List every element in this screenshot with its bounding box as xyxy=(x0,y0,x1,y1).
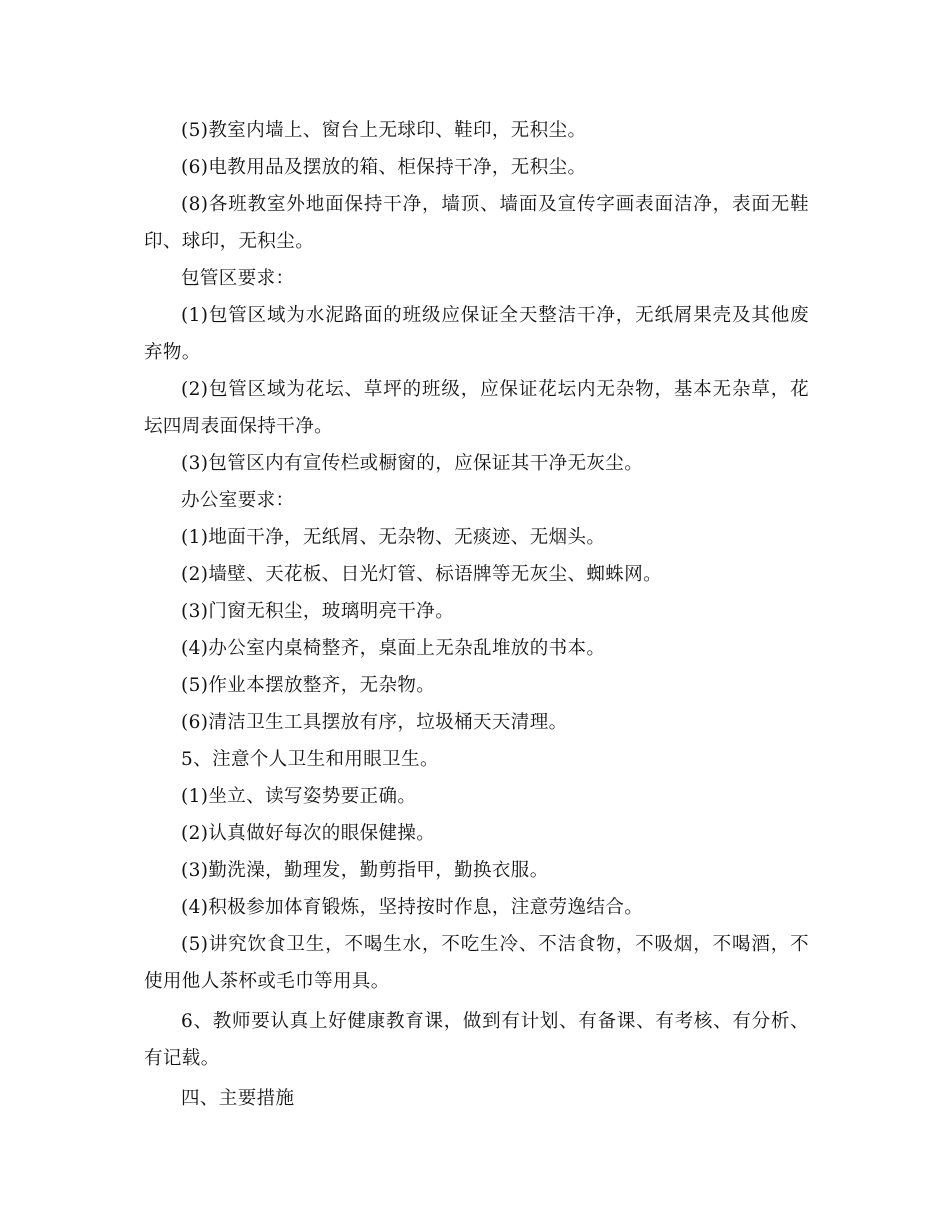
paragraph: (1)地面干净，无纸屑、无杂物、无痰迹、无烟头。 xyxy=(181,527,606,548)
paragraph: (6)电教用品及摆放的箱、柜保持干净，无积尘。 xyxy=(181,157,587,178)
section-heading: 5、注意个人卫生和用眼卫生。 xyxy=(181,749,439,770)
paragraph: (3)包管区内有宣传栏或橱窗的，应保证其干净无灰尘。 xyxy=(181,453,644,474)
paragraph: (2)墙壁、天花板、日光灯管、标语牌等无灰尘、蜘蛛网。 xyxy=(181,564,663,585)
section-heading: 包管区要求： xyxy=(181,268,295,289)
paragraph: (6)清洁卫生工具摆放有序，垃圾桶天天清理。 xyxy=(181,712,568,733)
paragraph: (2)认真做好每次的眼保健操。 xyxy=(181,823,436,844)
paragraph: (5)教室内墙上、窗台上无球印、鞋印，无积尘。 xyxy=(181,120,587,141)
paragraph: (5)作业本摆放整齐，无杂物。 xyxy=(181,675,436,696)
paragraph: (1)坐立、读写姿势要正确。 xyxy=(181,786,417,807)
paragraph: (3)勤洗澡，勤理发，勤剪指甲，勤换衣服。 xyxy=(181,860,549,881)
section-heading: 四、主要措施 xyxy=(181,1088,295,1109)
document-body xyxy=(144,112,809,1117)
paragraph: (3)门窗无积尘，玻璃明亮干净。 xyxy=(181,601,455,622)
paragraph: (4)办公室内桌椅整齐，桌面上无杂乱堆放的书本。 xyxy=(181,638,606,659)
paragraph: (1)包管区域为水泥路面的班级应保证全天整洁干净，无纸屑果壳及其他废弃物。 xyxy=(144,305,809,363)
paragraph: (8)各班教室外地面保持干净，墙顶、墙面及宣传字画表面洁净，表面无鞋印、球印，无积尘。 xyxy=(144,194,809,252)
paragraph: (5)讲究饮食卫生，不喝生水，不吃生冷、不洁食物，不吸烟，不喝酒，不使用他人茶杯或毛巾等用具。 xyxy=(144,934,809,992)
paragraph: 6、教师要认真上好健康教育课，做到有计划、有备课、有考核、有分析、有记载。 xyxy=(144,1011,809,1069)
section-heading: 办公室要求： xyxy=(181,490,295,511)
paragraph: (2)包管区域为花坛、草坪的班级，应保证花坛内无杂物，基本无杂草，花坛四周表面保持干净。 xyxy=(144,379,809,437)
paragraph: (4)积极参加体育锻炼，坚持按时作息，注意劳逸结合。 xyxy=(181,897,644,918)
